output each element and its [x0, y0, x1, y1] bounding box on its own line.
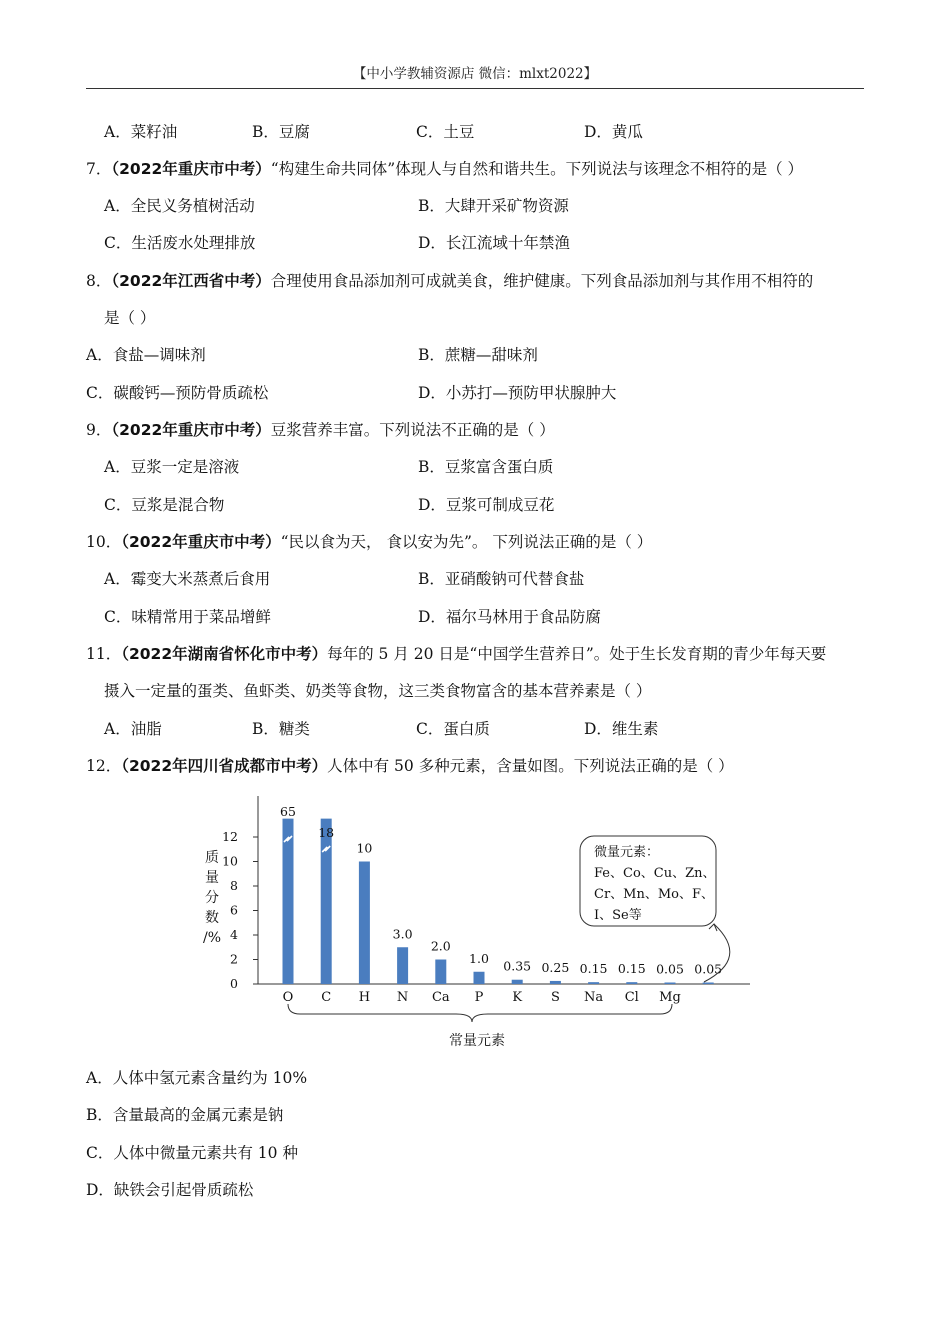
q7-option-b: B．大肆开采矿物资源 [418, 197, 569, 215]
q6-option-d: D．黄瓜 [584, 123, 643, 141]
bar-value-label: 10 [356, 840, 373, 856]
x-tick-label: S [550, 990, 560, 1005]
q9-number: 9． [86, 421, 112, 439]
x-tick-label: P [474, 990, 484, 1005]
bar [359, 862, 370, 985]
q11-option-c: C．蛋白质 [416, 720, 490, 738]
q7-stem [86, 159, 803, 179]
y-axis-label-char: 量 [205, 870, 219, 886]
q8-stem-cont: 是（ ） [104, 309, 156, 327]
x-tick-label: Ca [431, 990, 450, 1005]
bar-value-label: 0.25 [541, 959, 570, 975]
x-tick-label: Na [584, 990, 604, 1005]
bar [550, 981, 561, 984]
bar-value-label: 2.0 [430, 938, 451, 954]
q12-option-c: C．人体中微量元素共有 10 种 [86, 1144, 298, 1162]
bar [665, 983, 676, 985]
major-elements-label: 常量元素 [449, 1033, 505, 1049]
q10-source: （2022年重庆市中考） [121, 533, 281, 551]
bar-value-label: 18 [318, 825, 335, 840]
y-axis-label-char: /% [202, 930, 222, 946]
q10-option-b: B．亚硝酸钠可代替食盐 [418, 570, 585, 588]
y-tick-label: 6 [230, 902, 238, 918]
q11-stem-cont: 摄入一定量的蛋类、鱼虾类、奶类等食物，这三类食物富含的基本营养素是（ ） [104, 682, 652, 700]
q8-option-d: D．小苏打—预防甲状腺肿大 [418, 384, 617, 402]
bar [321, 819, 332, 984]
q11-text: 每年的 5 月 20 日是“中国学生营养日”。处于生长发育期的青少年每天要 [327, 645, 827, 663]
element-content-chart [190, 790, 760, 1052]
major-elements-brace [288, 1004, 672, 1022]
x-tick-label: C [321, 990, 332, 1005]
q9-option-d: D．豆浆可制成豆花 [418, 496, 555, 514]
q7-option-d: D．长江流域十年禁渔 [418, 234, 570, 252]
bar [703, 983, 714, 985]
q6-option-a: A．菜籽油 [104, 123, 178, 141]
y-axis-label-char: 数 [205, 910, 219, 926]
q11-option-b: B．糖类 [252, 720, 310, 738]
bar-value-label: 65 [280, 804, 296, 819]
q9-option-a: A．豆浆一定是溶液 [104, 458, 240, 476]
q12-text: 人体中有 50 多种元素，含量如图。下列说法正确的是（ ） [327, 757, 734, 775]
q8-option-b: B．蔗糖—甜味剂 [418, 346, 538, 364]
q9-text: 豆浆营养丰富。下列说法不正确的是（ ） [270, 421, 555, 439]
q12-option-b: B．含量最高的金属元素是钠 [86, 1106, 284, 1124]
bar [588, 982, 599, 984]
q9-option-c: C．豆浆是混合物 [104, 496, 225, 514]
callout-line: 微量元素： [594, 845, 660, 860]
bar [626, 982, 637, 984]
bar-value-label: 0.05 [694, 961, 723, 977]
x-tick-label: N [396, 990, 409, 1005]
q7-source: （2022年重庆市中考） [111, 160, 271, 178]
x-tick-label: Mg [659, 990, 681, 1005]
q8-option-c: C．碳酸钙—预防骨质疏松 [86, 384, 269, 402]
callout-line: Cr、Mn、Mo、F、 [594, 887, 715, 902]
q7-option-a: A．全民义务植树活动 [104, 197, 255, 215]
q6-option-c: C．土豆 [416, 123, 475, 141]
y-axis-label-char: 分 [205, 890, 219, 906]
q7-option-c: C．生活废水处理排放 [104, 234, 256, 252]
y-tick-label: 12 [222, 829, 238, 844]
q9-source: （2022年重庆市中考） [111, 421, 271, 439]
q10-text: “民以食为天， 食以安为先”。 下列说法正确的是（ ） [280, 533, 653, 551]
q8-number: 8． [86, 272, 112, 290]
q8-option-a: A．食盐—调味剂 [86, 346, 206, 364]
q8-text: 合理使用食品添加剂可成就美食，维护健康。下列食品添加剂与其作用不相符的 [270, 272, 814, 290]
bar [512, 980, 523, 984]
x-tick-label: H [358, 990, 371, 1005]
q10-option-a: A．霉变大米蒸煮后食用 [104, 570, 271, 588]
q7-text: “构建生命共同体”体现人与自然和谐共生。下列说法与该理念不相符的是（ ） [270, 160, 804, 178]
q12-stem [86, 756, 734, 776]
q6-option-b: B．豆腐 [252, 123, 310, 141]
bar [474, 972, 485, 984]
q9-option-b: B．豆浆富含蛋白质 [418, 458, 554, 476]
q10-stem [86, 532, 652, 552]
q12-option-d: D．缺铁会引起骨质疏松 [86, 1181, 254, 1199]
callout-line: Fe、Co、Cu、Zn、 [594, 866, 716, 881]
q11-option-d: D．维生素 [584, 720, 659, 738]
x-tick-label: K [512, 990, 523, 1005]
q7-number: 7． [86, 160, 112, 178]
q12-number: 12． [86, 757, 122, 775]
bar [397, 947, 408, 984]
bar [435, 960, 446, 985]
y-tick-label: 8 [230, 878, 238, 893]
y-axis-label-char: 质 [205, 850, 219, 866]
q12-option-a: A．人体中氢元素含量约为 10% [86, 1069, 308, 1087]
bar-value-label: 0.05 [656, 961, 684, 977]
bar-value-label: 3.0 [392, 926, 413, 942]
q10-option-d: D．福尔马林用于食品防腐 [418, 608, 601, 626]
bar-value-label: 0.15 [579, 961, 608, 977]
q8-source: （2022年江西省中考） [111, 272, 271, 290]
y-tick-label: 4 [230, 927, 238, 942]
q11-stem [86, 644, 826, 664]
bar-value-label: 0.35 [503, 958, 532, 974]
bar-value-label: 0.15 [617, 961, 646, 977]
y-tick-label: 0 [230, 976, 238, 991]
q8-stem [86, 271, 813, 291]
x-tick-label: Cl [624, 990, 639, 1005]
q11-number: 11． [86, 645, 122, 663]
callout-line: I、Se等 [594, 908, 642, 923]
y-tick-label: 10 [222, 853, 238, 869]
q11-source: （2022年湖南省怀化市中考） [121, 645, 328, 663]
q11-option-a: A．油脂 [104, 720, 162, 738]
header-rule [86, 88, 864, 89]
q10-number: 10． [86, 533, 122, 551]
y-tick-label: 2 [230, 951, 238, 967]
page-header: 【中小学教辅资源店 微信：mlxt2022】 [352, 66, 598, 82]
q10-option-c: C．味精常用于菜品增鲜 [104, 608, 271, 626]
x-tick-label: O [282, 990, 294, 1005]
bar [283, 819, 294, 984]
bar-value-label: 1.0 [469, 950, 489, 966]
q9-stem [86, 420, 555, 440]
q12-source: （2022年四川省成都市中考） [121, 757, 328, 775]
